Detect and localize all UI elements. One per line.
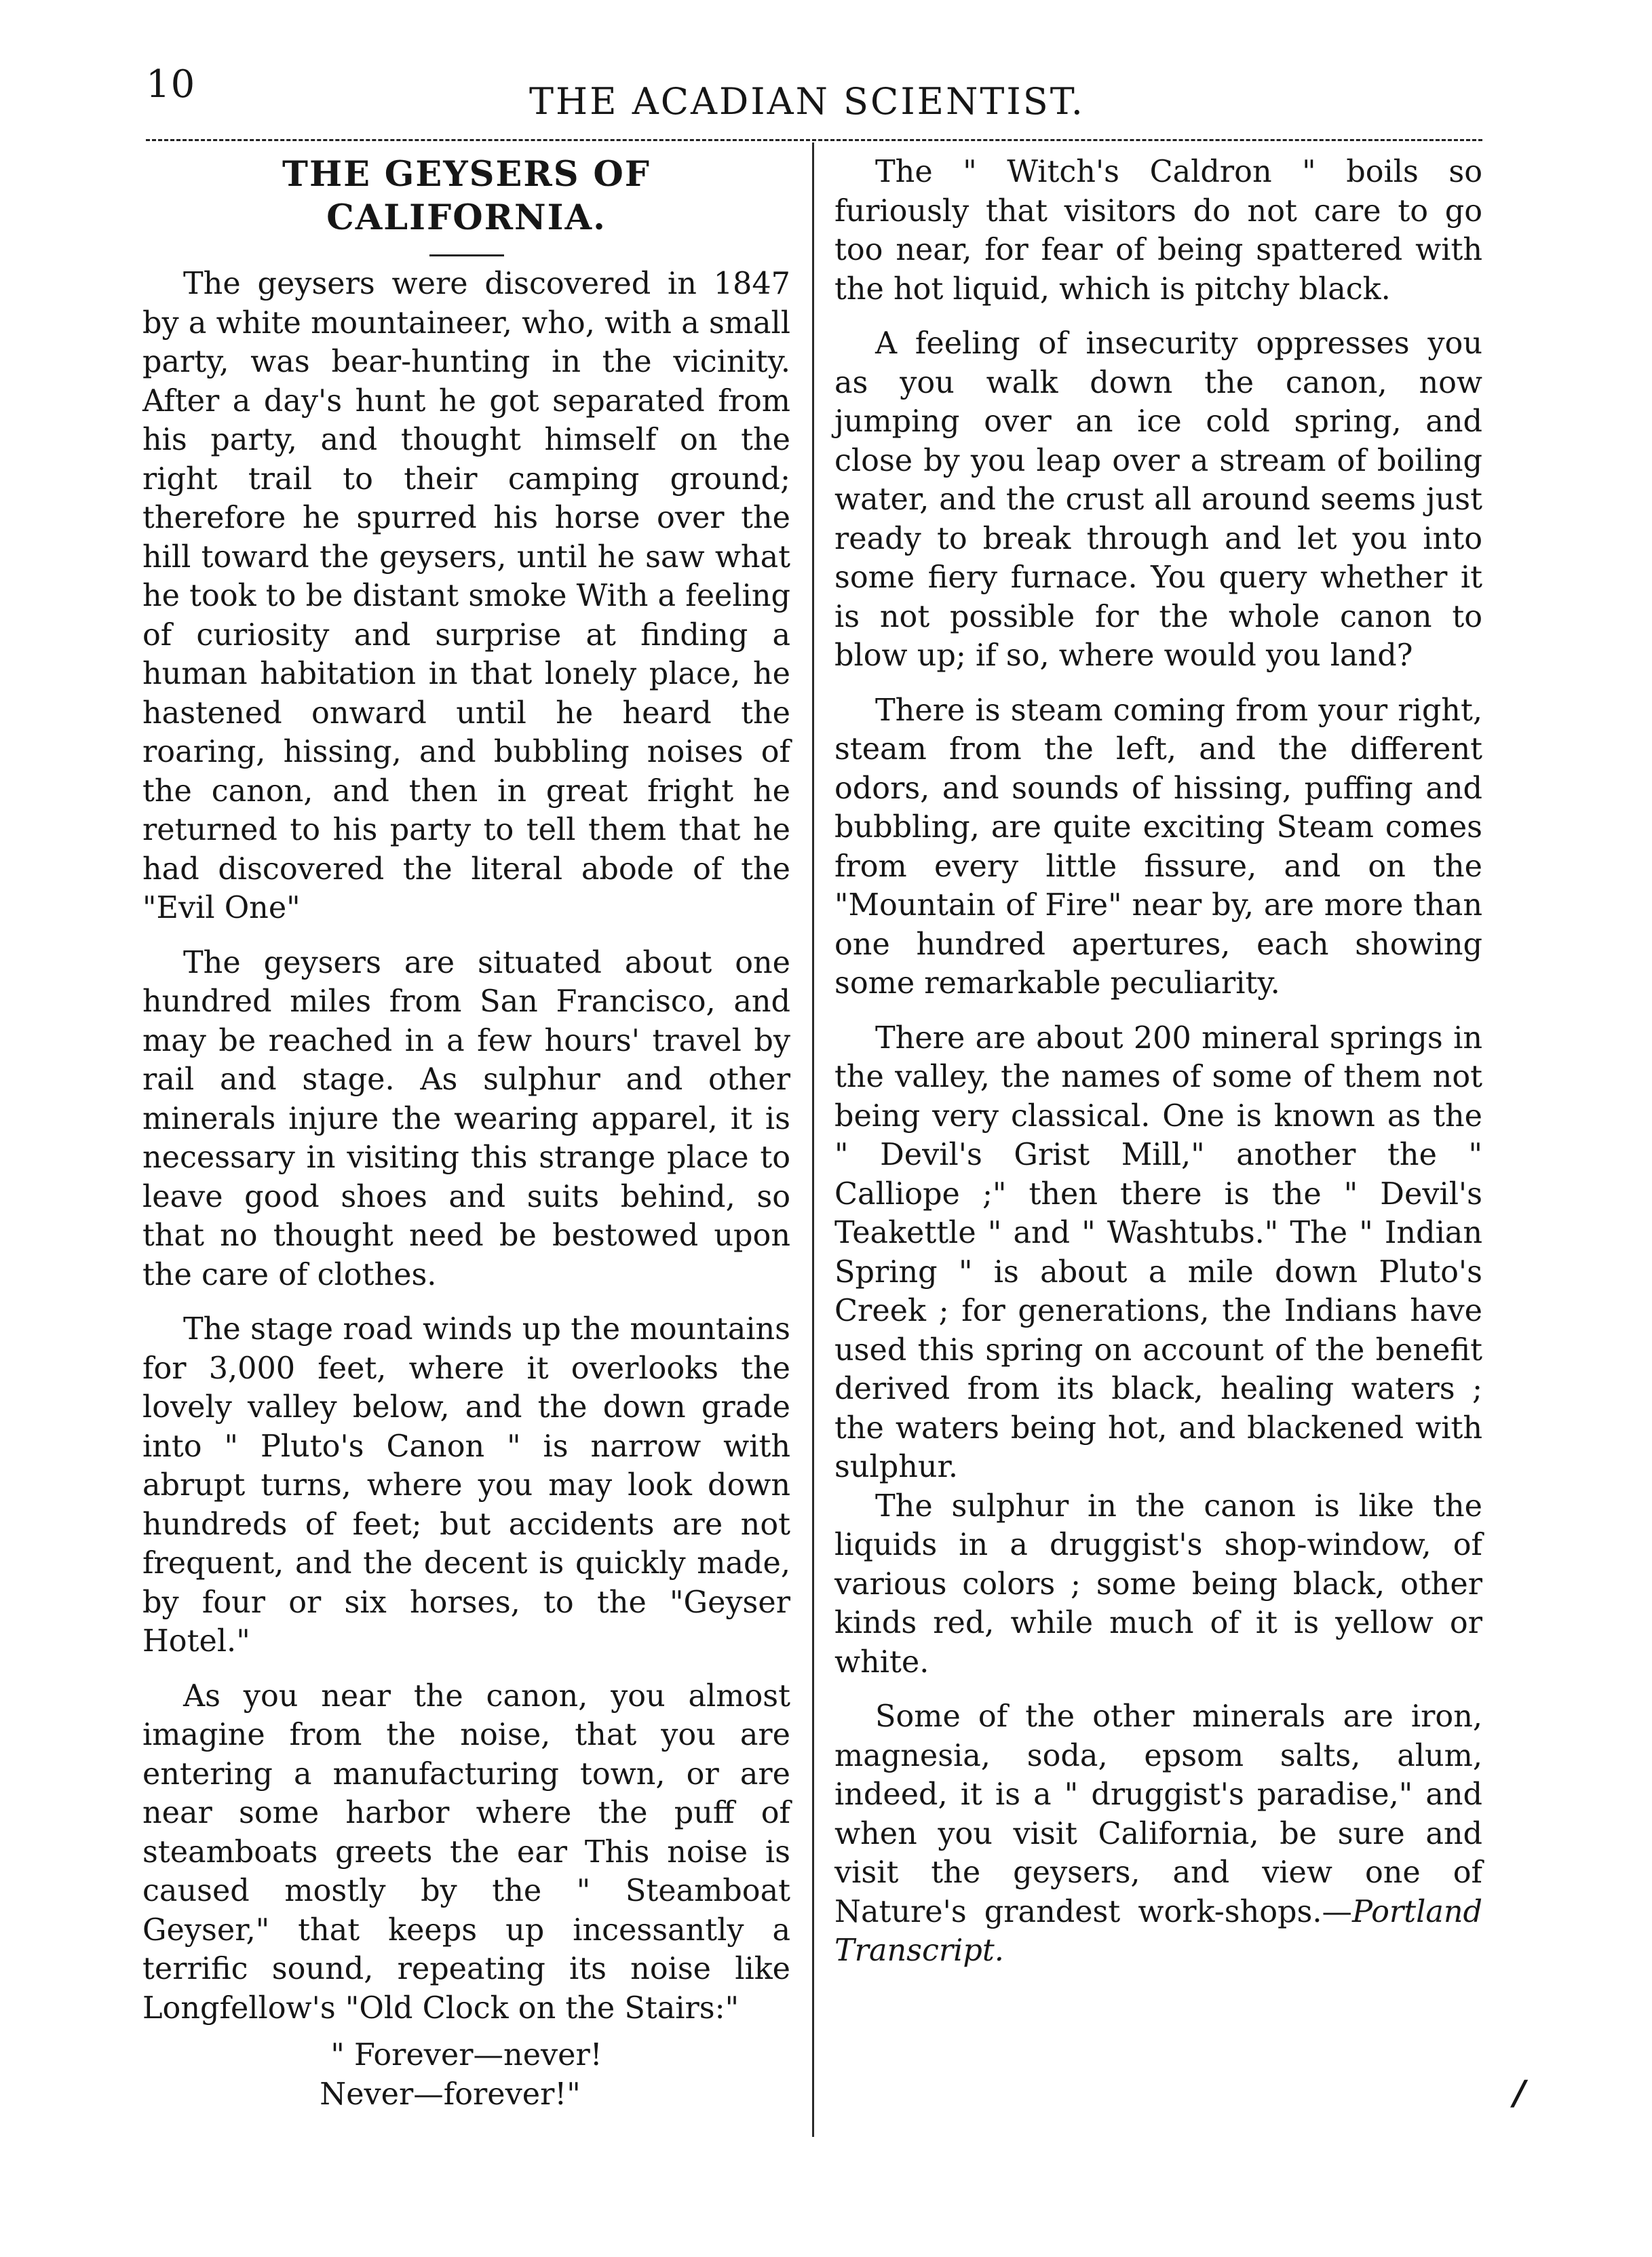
paragraph-witchs-caldron: The " Witch's Caldron " boils so furiously that visitors do not care to go too near, for fear of being spattered with the hot liquid, which is pitchy black. (834, 155, 1482, 307)
paragraph-closing (834, 1697, 1482, 1971)
article-title: THE GEYSERS OF CALIFORNIA. (282, 154, 651, 238)
source-credit: Portland Transcript. (834, 1894, 1482, 1968)
closing-text: Some of the other minerals are iron, magnesia, soda, epsom salts, alum, indeed, it is a " druggist's paradise," and when you visit California, be sure and visit the geysers, and view one of Nature's grandest work-shops.— (834, 1699, 1482, 1929)
paragraph-steamboat-geyser: As you near the canon, you almost imagine from the noise, that you are entering a manufacturing town, or are near some harbor where the puff of steamboats greets the ear This noise is caused mostly by the " Steamboat Geyser," that keeps up incessantly a terrific sound, repeating its noise like Longfellow's "Old Clock on the Stairs:" (142, 1678, 790, 2026)
paragraph-discovery: The geysers were discovered in 1847 by a white mountaineer, who, with a small party, was bear-hunting in the vicinity. After a day's hunt he got separated from his party, and thought himself on the right trail to their camping ground; therefore he spurred his horse over the hill toward the geysers, until he saw what he took to be distant smoke With a feeling of curiosity and surprise at finding a human habitation in that lonely place, he hastened onward until he heard the roaring, hissing, and bubbling noises of the canon, and then in great fright he returned to his party to tell them that he had discovered the literal abode of the "Evil One" (142, 267, 790, 925)
paragraph-mineral-springs: There are about 200 mineral springs in the valley, the names of some of them not being very classical. One is known as the " Devil's Grist Mill," another the " Calliope ;" then there is the " Devil's Teakettle " and " Washtubs." The " Indian Spring " is about a mile down Pluto's Creek ; for generations, the Indians have used this spring on account of the benefit derived from its black, healing waters ; the waters being hot, and blackened with sulphur. (834, 1020, 1482, 1484)
verse-line: Never—forever!" (320, 2077, 581, 2112)
column-divider (812, 142, 814, 2137)
verse-quote (142, 2036, 790, 2114)
margin-mark: / (1513, 2072, 1526, 2113)
paragraph-insecurity: A feeling of insecurity oppresses you as you walk down the canon, now jumping over an ice cold spring, and close by you leap over a stream of boiling water, and the crust all around seems just ready to break through and let you into some fiery furnace. You query whether it is not possible for the whole canon to blow up; if so, where would you land? (834, 326, 1482, 673)
paragraph-stage-road: The stage road winds up the mountains for 3,000 feet, where it overlooks the lovely valley below, and the down grade into " Pluto's Canon " is narrow with abrupt turns, where you may look down hundreds of feet; but accidents are not frequent, and the decent is quickly made, by four or six horses, to the "Geyser Hotel." (142, 1312, 790, 1659)
page-number: 10 (146, 62, 196, 107)
paragraph-steam: There is steam coming from your right, steam from the left, and the different odors, and sounds of hissing, puffing and bubbling, are quite exciting Steam comes from every little fissure, and on the "Mountain of Fire" near by, are more than one hundred apertures, each showing some remarkable peculiarity. (834, 693, 1482, 1001)
verse-line: " Forever—never! (330, 2038, 602, 2072)
top-rule (146, 139, 1482, 141)
title-rule (429, 254, 504, 256)
paragraph-location: The geysers are situated about one hundred miles from San Francisco, and may be reached in a few hours' travel by rail and stage. As sulphur and other minerals injure the wearing apparel, it is necessary in visiting this strange place to leave good shoes and suits behind, so that no thought need be bestowed upon the care of clothes. (142, 945, 790, 1292)
running-head: THE ACADIAN SCIENTIST. (529, 80, 1085, 123)
paragraph-sulphur: The sulphur in the canon is like the liquids in a druggist's shop-window, of various colors ; some being black, other kinds red, while much of it is yellow or white. (834, 1488, 1482, 1680)
left-column (142, 153, 790, 2114)
right-column (834, 153, 1482, 1986)
